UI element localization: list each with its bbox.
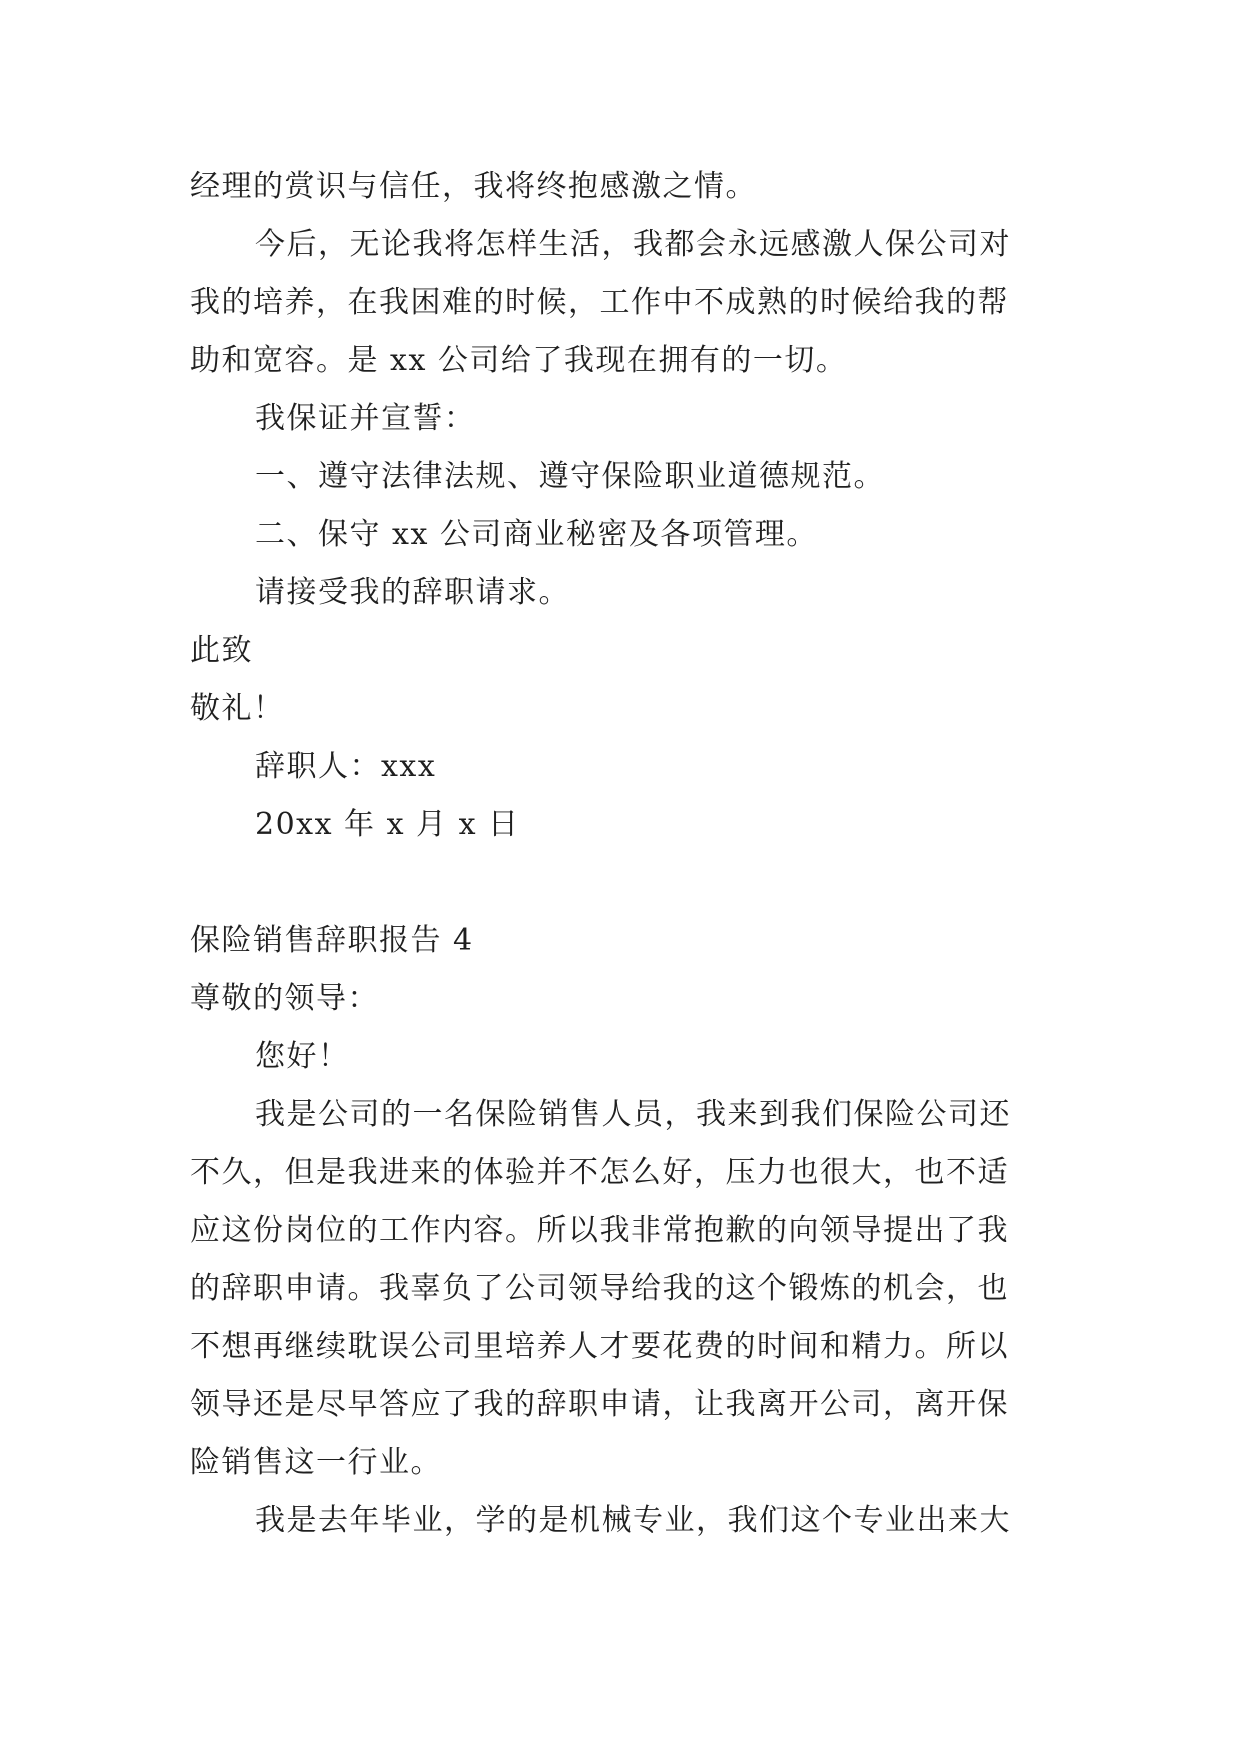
paragraph-line: 经理的赏识与信任，我将终抱感激之情。 bbox=[190, 169, 757, 204]
greeting: 您好！ bbox=[255, 1039, 350, 1074]
paragraph-line: 险销售这一行业。 bbox=[190, 1445, 442, 1480]
paragraph-line: 助和宽容。是 xx 公司给了我现在拥有的一切。 bbox=[190, 343, 848, 378]
salutation: 尊敬的领导： bbox=[190, 981, 379, 1016]
document-body bbox=[190, 158, 1060, 1550]
signature-name: 辞职人：xxx bbox=[255, 749, 437, 784]
paragraph-line: 不想再继续耽误公司里培养人才要花费的时间和精力。所以 bbox=[190, 1329, 1009, 1364]
paragraph-line: 应这份岗位的工作内容。所以我非常抱歉的向领导提出了我 bbox=[190, 1213, 1009, 1248]
paragraph-line: 我的培养，在我困难的时候，工作中不成熟的时候给我的帮 bbox=[190, 285, 1009, 320]
paragraph-line: 我保证并宣誓： bbox=[255, 401, 476, 436]
paragraph-line: 我是去年毕业，学的是机械专业，我们这个专业出来大 bbox=[255, 1503, 1011, 1538]
closing-cizhi: 此致 bbox=[190, 633, 253, 668]
pledge-item-2: 二、保守 xx 公司商业秘密及各项管理。 bbox=[255, 517, 818, 552]
pledge-item-1: 一、遵守法律法规、遵守保险职业道德规范。 bbox=[255, 459, 885, 494]
paragraph-line: 不久，但是我进来的体验并不怎么好，压力也很大，也不适 bbox=[190, 1155, 1009, 1190]
paragraph-line: 的辞职申请。我辜负了公司领导给我的这个锻炼的机会，也 bbox=[190, 1271, 1009, 1306]
paragraph-line: 领导还是尽早答应了我的辞职申请，让我离开公司，离开保 bbox=[190, 1387, 1009, 1422]
section-gap bbox=[190, 854, 1060, 912]
signature-date: 20xx 年 x 月 x 日 bbox=[255, 807, 520, 842]
paragraph-line: 今后，无论我将怎样生活，我都会永远感激人保公司对 bbox=[255, 227, 1011, 262]
section-title: 保险销售辞职报告 4 bbox=[190, 923, 474, 958]
paragraph-line: 我是公司的一名保险销售人员，我来到我们保险公司还 bbox=[255, 1097, 1011, 1132]
paragraph-line: 请接受我的辞职请求。 bbox=[255, 575, 570, 610]
closing-jingli: 敬礼！ bbox=[190, 691, 285, 726]
